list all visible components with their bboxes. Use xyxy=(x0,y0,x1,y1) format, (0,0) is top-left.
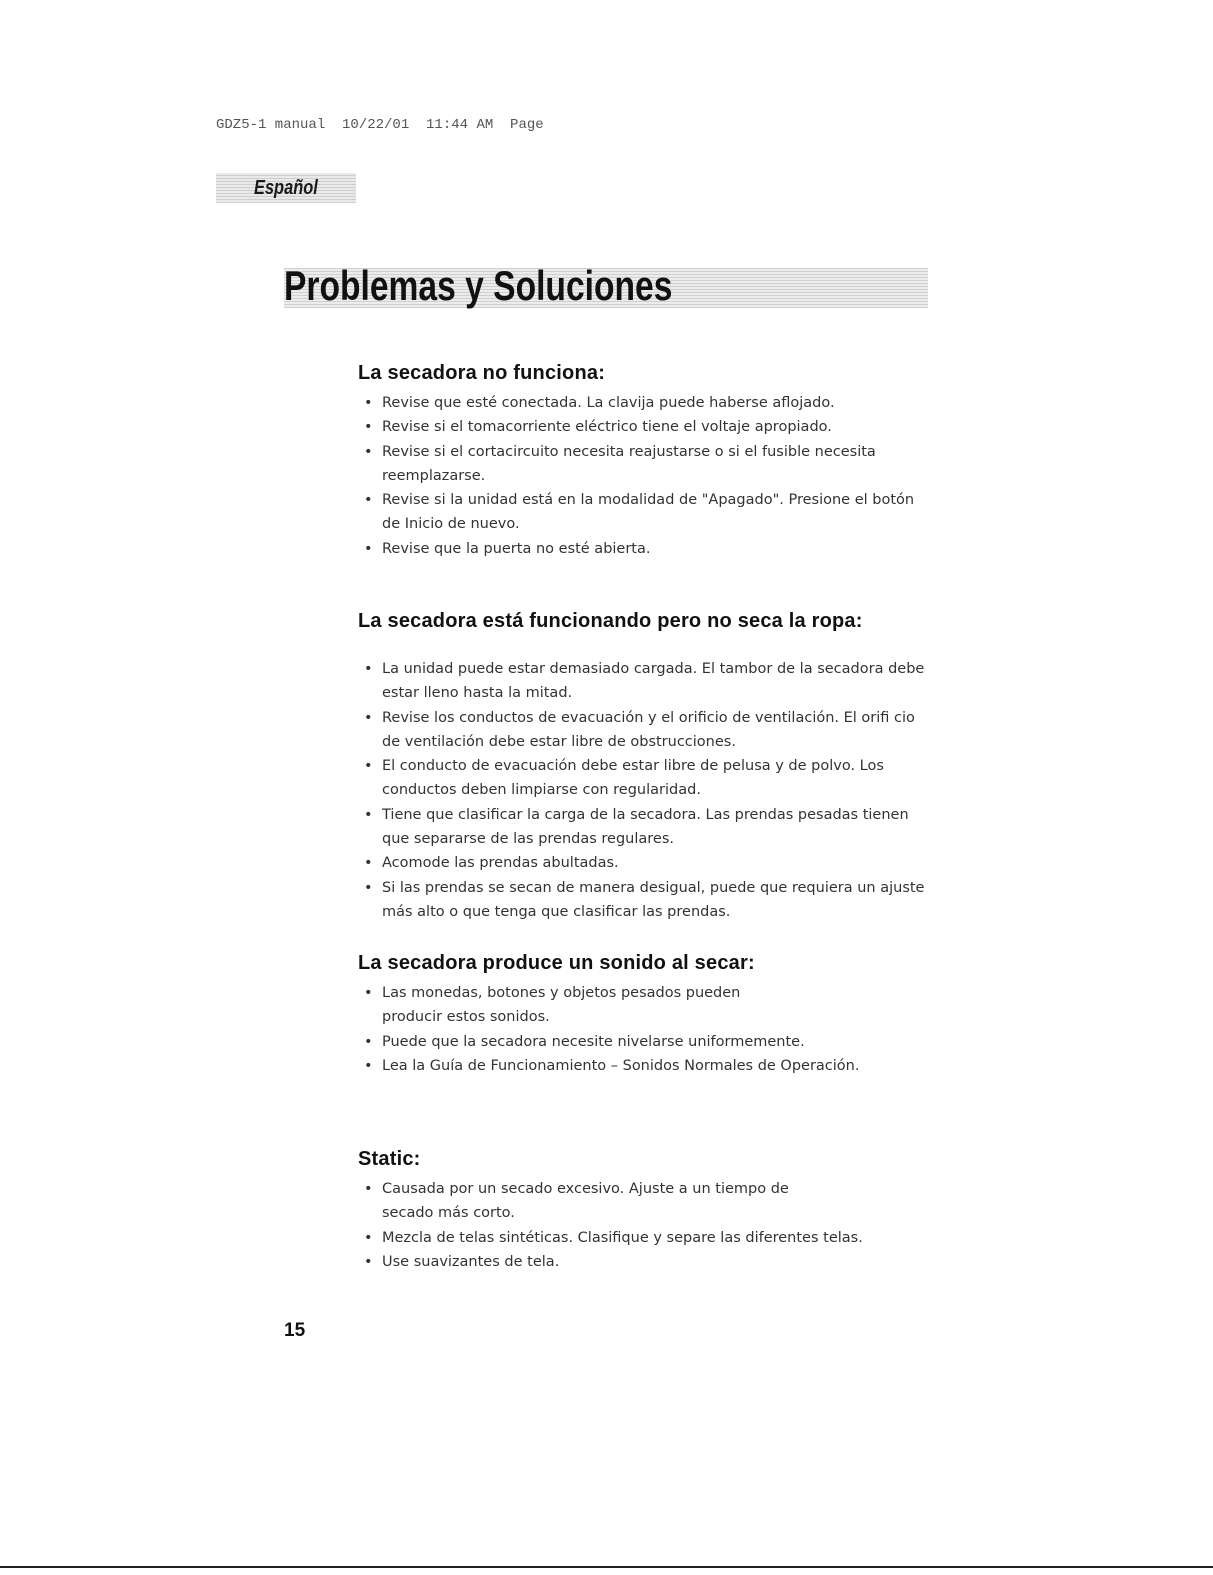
bottom-rule xyxy=(0,1566,1213,1568)
list-item: • Mezcla de telas sintéticas. Clasifique y separe las diferentes telas. xyxy=(358,1226,938,1250)
section-heading: La secadora no funciona: xyxy=(358,362,606,384)
list-item: • Revise los conductos de evacuación y el orificio de ventilación. El orifi cio de ventilación debe estar libre de obstrucciones. xyxy=(358,706,933,755)
list-item: • La unidad puede estar demasiado cargada. El tambor de la secadora debe estar lleno hasta la mitad. xyxy=(358,657,933,706)
list-item: • Revise que la puerta no esté abierta. xyxy=(358,537,918,561)
page-number: 15 xyxy=(284,1320,306,1341)
list-item: • Si las prendas se secan de manera desigual, puede que requiera un ajuste más alto o que tenga que clasificar las prendas. xyxy=(358,876,933,925)
section-heading: Static: xyxy=(358,1148,421,1170)
section-heading: La secadora está funcionando pero no seca la ropa: xyxy=(358,610,863,632)
list-item: • Las monedas, botones y objetos pesados pueden producir estos sonidos. xyxy=(358,981,762,1030)
list-item: • Revise si el tomacorriente eléctrico tiene el voltaje apropiado. xyxy=(358,415,918,439)
bullet-list xyxy=(358,1177,938,1274)
list-item: • Revise si la unidad está en la modalidad de "Apagado". Presione el botón de Inicio de nuevo. xyxy=(358,488,918,537)
language-tab-label: Español xyxy=(254,176,318,199)
section-static xyxy=(358,1148,938,1274)
list-item: • Tiene que clasificar la carga de la secadora. Las prendas pesadas tienen que separarse de las prendas regulares. xyxy=(358,803,933,852)
section-heading: La secadora produce un sonido al secar: xyxy=(358,952,755,974)
list-item: • Use suavizantes de tela. xyxy=(358,1250,938,1274)
bullet-list xyxy=(358,657,933,924)
list-item: • Revise si el cortacircuito necesita reajustarse o si el fusible necesita reemplazarse. xyxy=(358,440,918,489)
bullet-list xyxy=(358,981,938,1078)
list-item: • Revise que esté conectada. La clavija puede haberse aflojado. xyxy=(358,391,918,415)
section-dryer-not-working xyxy=(358,362,918,561)
print-header: GDZ5-1 manual 10/22/01 11:44 AM Page xyxy=(216,117,544,133)
list-item: • Causada por un secado excesivo. Ajuste a un tiempo de secado más corto. xyxy=(358,1177,822,1226)
language-tab xyxy=(216,173,356,203)
list-item: • El conducto de evacuación debe estar libre de pelusa y de polvo. Los conductos deben limpiarse con regularidad. xyxy=(358,754,933,803)
list-item: • Puede que la secadora necesite nivelarse uniformemente. xyxy=(358,1030,938,1054)
section-dryer-not-drying xyxy=(358,610,933,924)
page-title: Problemas y Soluciones xyxy=(284,262,673,309)
list-item: • Lea la Guía de Funcionamiento – Sonidos Normales de Operación. xyxy=(358,1054,938,1078)
section-dryer-noise xyxy=(358,952,938,1078)
bullet-list xyxy=(358,391,918,561)
list-item: • Acomode las prendas abultadas. xyxy=(358,851,933,875)
